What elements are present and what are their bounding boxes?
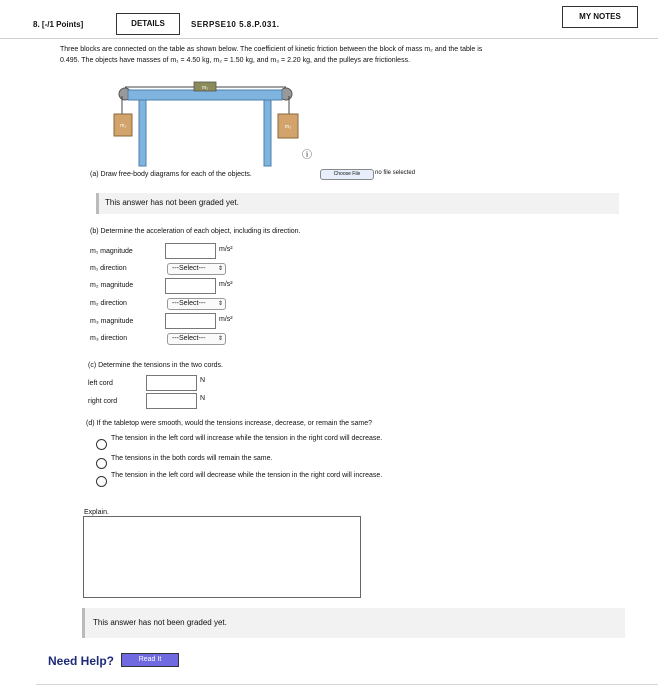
part-b-prompt: (b) Determine the acceleration of each object, including its direction. bbox=[90, 228, 301, 235]
question-number: 8. bbox=[33, 20, 40, 29]
m1-magnitude-label: m₁ magnitude bbox=[90, 248, 133, 255]
m1-magnitude-input[interactable] bbox=[165, 243, 216, 259]
table-leg-left bbox=[139, 100, 146, 166]
explain-label: Explain. bbox=[84, 509, 109, 516]
part-d-option-3-radio[interactable] bbox=[96, 476, 107, 487]
m2-direction-select[interactable] bbox=[167, 298, 226, 310]
question-header bbox=[0, 0, 658, 39]
my-notes-button[interactable]: MY NOTES bbox=[562, 6, 638, 28]
m2-magnitude-label: m₂ magnitude bbox=[90, 282, 134, 289]
m2-direction-label: m₂ direction bbox=[90, 300, 127, 307]
select-arrows-icon: ⇕ bbox=[217, 336, 223, 342]
m1-magnitude-unit: m/s² bbox=[219, 246, 233, 253]
m3-magnitude-unit: m/s² bbox=[219, 316, 233, 323]
m2-magnitude-input[interactable] bbox=[165, 278, 216, 294]
m3-direction-select-value: ---Select--- bbox=[172, 335, 206, 342]
part-d-prompt: (d) If the tabletop were smooth, would the tensions increase, decrease, or remain the same? bbox=[86, 420, 372, 427]
explain-grade-status: This answer has not been graded yet. bbox=[93, 618, 227, 627]
read-it-button[interactable]: Read It bbox=[121, 653, 179, 667]
m2-direction-select-value: ---Select--- bbox=[172, 300, 206, 307]
right-cord-unit: N bbox=[200, 395, 206, 402]
right-cord-input[interactable] bbox=[146, 393, 197, 409]
m3-magnitude-label: m₃ magnitude bbox=[90, 318, 134, 325]
part-a-grade-box bbox=[96, 193, 619, 214]
problem-code: SERPSE10 5.8.P.031. bbox=[191, 20, 280, 29]
question-number-points bbox=[33, 20, 83, 29]
problem-text-line2: 0.495. The objects have masses of m₁ = 4.50 kg, m₂ = 1.50 kg, and m₃ = 2.20 kg, and the pulleys are frictionless. bbox=[60, 57, 411, 64]
part-d-option-2-text: The tensions in the both cords will remain the same. bbox=[111, 455, 273, 462]
explain-textarea[interactable] bbox=[83, 516, 361, 598]
part-d-option-1-text: The tension in the left cord will increase while the tension in the right cord will decrease. bbox=[111, 435, 383, 442]
block-m3-label: m₃ bbox=[284, 124, 292, 130]
bottom-divider bbox=[36, 684, 658, 685]
right-cord-label: right cord bbox=[88, 398, 118, 405]
problem-text-line1: Three blocks are connected on the table as shown below. The coefficient of kinetic friction between the block of mass m₂ and the table is bbox=[60, 46, 483, 53]
part-a-prompt: (a) Draw free-body diagrams for each of the objects. bbox=[90, 171, 252, 178]
m3-magnitude-input[interactable] bbox=[165, 313, 216, 329]
info-icon[interactable]: ⓘ bbox=[302, 150, 312, 161]
part-d-option-2-radio[interactable] bbox=[96, 458, 107, 469]
select-arrows-icon: ⇕ bbox=[217, 266, 223, 272]
need-help-label: Need Help? bbox=[48, 654, 115, 668]
choose-file-button[interactable]: Choose File bbox=[320, 169, 374, 180]
part-a-grade-status: This answer has not been graded yet. bbox=[105, 198, 239, 207]
part-d-option-1-radio[interactable] bbox=[96, 439, 107, 450]
table-leg-right bbox=[264, 100, 271, 166]
part-c-prompt: (c) Determine the tensions in the two cords. bbox=[88, 362, 224, 369]
select-arrows-icon: ⇕ bbox=[217, 301, 223, 307]
m1-direction-label: m₁ direction bbox=[90, 265, 127, 272]
part-d-option-3-text: The tension in the left cord will decrease while the tension in the right cord will increase. bbox=[111, 472, 383, 479]
block-m2-label: m₂ bbox=[201, 85, 209, 91]
tabletop bbox=[128, 90, 282, 100]
m3-direction-select[interactable] bbox=[167, 333, 226, 345]
m1-direction-select-value: ---Select--- bbox=[172, 265, 206, 272]
blocks-pulley-diagram bbox=[112, 78, 302, 168]
block-m1-label: m₁ bbox=[120, 123, 126, 129]
left-cord-input[interactable] bbox=[146, 375, 197, 391]
details-button[interactable]: DETAILS bbox=[116, 13, 180, 35]
left-cord-unit: N bbox=[200, 377, 206, 384]
m2-magnitude-unit: m/s² bbox=[219, 281, 233, 288]
points-label: [-/1 Points] bbox=[41, 20, 84, 29]
m3-direction-label: m₃ direction bbox=[90, 335, 128, 342]
no-file-selected: no file selected bbox=[375, 170, 416, 176]
left-cord-label: left cord bbox=[88, 380, 113, 387]
explain-grade-box bbox=[82, 608, 625, 638]
m1-direction-select[interactable] bbox=[167, 263, 226, 275]
